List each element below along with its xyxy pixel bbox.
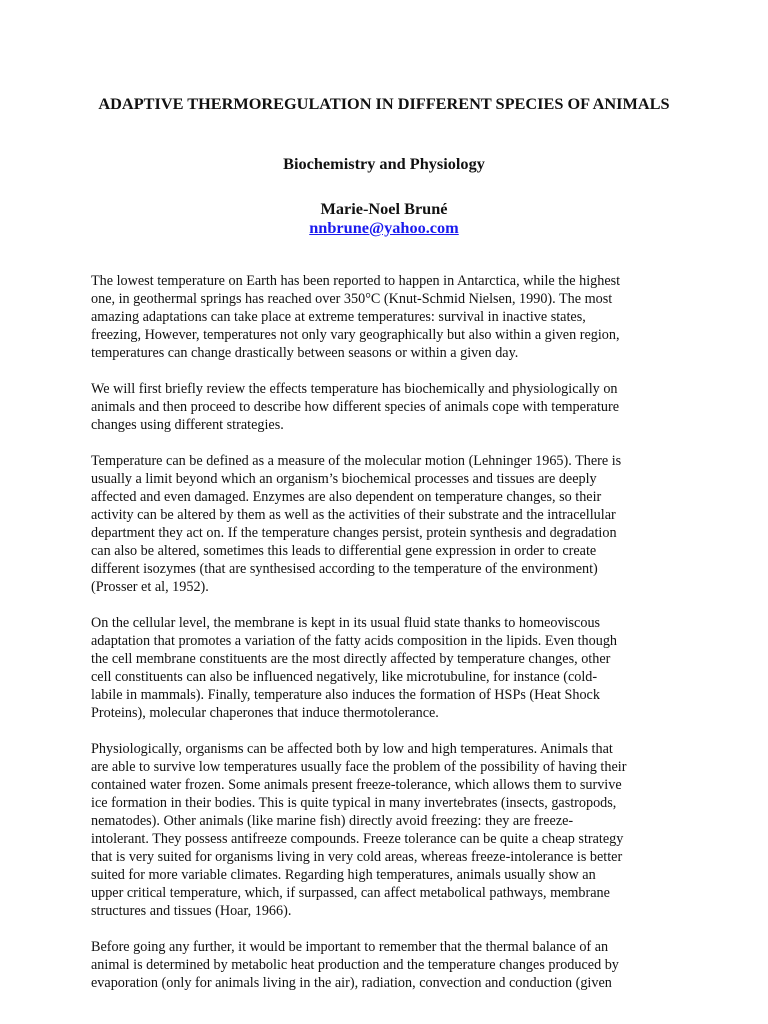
paragraph-line: upper critical temperature, which, if surpassed, can affect metabolical pathways, membrane [91, 885, 610, 901]
paragraph [91, 740, 687, 920]
paragraph [91, 380, 687, 434]
author-email [60, 218, 708, 237]
body-text [91, 272, 687, 1010]
paragraph-line: cell constituents can also be influenced negatively, like microtubuline, for instance (cold- [91, 669, 598, 685]
paragraph [91, 452, 687, 596]
paragraph-line: Proteins), molecular chaperones that induce thermotolerance. [91, 705, 439, 721]
paragraph-line: Before going any further, it would be important to remember that the thermal balance of an [91, 939, 609, 955]
paragraph-line: (Prosser et al, 1952). [91, 579, 209, 595]
paragraph-line: evaporation (only for animals living in the air), radiation, convection and conduction (given [91, 975, 612, 991]
paragraph-line: affected and even damaged. Enzymes are also dependent on temperature changes, so their [91, 489, 602, 505]
paragraph-line: amazing adaptations can take place at extreme temperatures: survival in inactive states, [91, 309, 586, 325]
paragraph-line: that is very suited for organisms living in very cold areas, whereas freeze-intolerance is better [91, 849, 623, 865]
email-link[interactable]: nnbrune@yahoo.com [309, 218, 459, 237]
author-name: Marie-Noel Bruné [320, 199, 448, 218]
paragraph-line: can also be altered, sometimes this leads to differential gene expression in order to create [91, 543, 597, 559]
paragraph [91, 272, 687, 362]
paragraph-line: animal is determined by metabolic heat production and the temperature changes produced by [91, 957, 619, 973]
paragraph-line: temperatures can change drastically between seasons or within a given day. [91, 345, 519, 361]
paragraph-line: different isozymes (that are synthesised according to the temperature of the environment) [91, 561, 598, 577]
document-title: ADAPTIVE THERMOREGULATION IN DIFFERENT SPECIES OF ANIMALS [98, 94, 670, 113]
paragraph-line: usually a limit beyond which an organism’s biochemical processes and tissues are deeply [91, 471, 597, 487]
paragraph-line: structures and tissues (Hoar, 1966). [91, 903, 292, 919]
document-subtitle: Biochemistry and Physiology [283, 154, 485, 173]
paragraph [91, 614, 687, 722]
paragraph-line: department they act on. If the temperature changes persist, protein synthesis and degradation [91, 525, 617, 541]
paragraph [91, 938, 687, 992]
paragraph-line: contained water frozen. Some animals present freeze-tolerance, which allows them to survive [91, 777, 622, 793]
paragraph-line: activity can be altered by them as well as the activities of their substrate and the intracellular [91, 507, 616, 523]
paragraph-line: the cell membrane constituents are the most directly affected by temperature changes, other [91, 651, 611, 667]
paragraph-line: one, in geothermal springs has reached over 350°C (Knut-Schmid Nielsen, 1990). The most [91, 291, 613, 307]
paragraph-line: On the cellular level, the membrane is kept in its usual fluid state thanks to homeoviscous [91, 615, 601, 631]
paragraph-line: We will first briefly review the effects temperature has biochemically and physiologically on [91, 381, 618, 397]
paragraph-line: intolerant. They possess antifreeze compounds. Freeze tolerance can be quite a cheap strategy [91, 831, 624, 847]
paragraph-line: animals and then proceed to describe how different species of animals cope with temperature [91, 399, 620, 415]
paragraph-line: changes using different strategies. [91, 417, 284, 433]
paragraph-line: Physiologically, organisms can be affected both by low and high temperatures. Animals that [91, 741, 613, 757]
paragraph-line: The lowest temperature on Earth has been reported to happen in Antarctica, while the highest [91, 273, 621, 289]
paragraph-line: nematodes). Other animals (like marine fish) directly avoid freezing: they are freeze- [91, 813, 574, 829]
paragraph-line: freezing, However, temperatures not only vary geographically but also within a given region, [91, 327, 620, 343]
paragraph-line: labile in mammals). Finally, temperature also induces the formation of HSPs (Heat Shock [91, 687, 600, 703]
paragraph-line: ice formation in their bodies. This is quite typical in many invertebrates (insects, gastropods, [91, 795, 617, 811]
paragraph-line: Temperature can be defined as a measure of the molecular motion (Lehninger 1965). There is [91, 453, 622, 469]
paragraph-line: adaptation that promotes a variation of the fatty acids composition in the lipids. Even though [91, 633, 618, 649]
paragraph-line: are able to survive low temperatures usually face the problem of the possibility of having their [91, 759, 627, 775]
paragraph-line: suited for more variable climates. Regarding high temperatures, animals usually show an [91, 867, 596, 883]
